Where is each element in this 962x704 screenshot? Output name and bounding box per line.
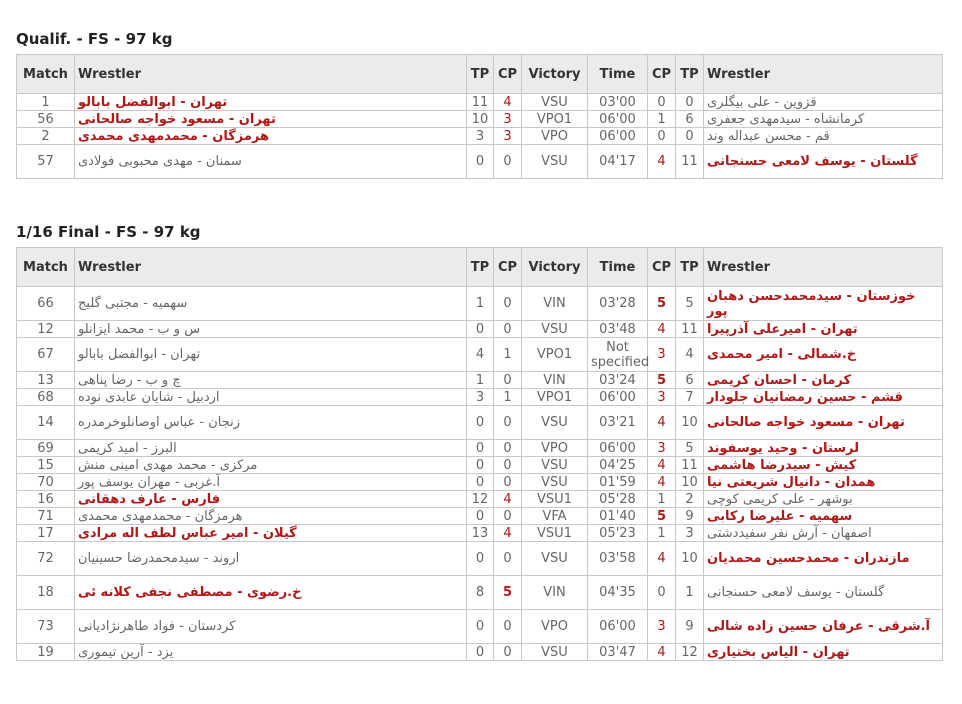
match-time: 01'40 <box>588 508 648 525</box>
cp-left: 3 <box>494 111 522 128</box>
section-qualification <box>16 28 943 179</box>
cp-left: 4 <box>494 525 522 542</box>
table-row <box>17 389 943 406</box>
table-row <box>17 491 943 508</box>
match-time: 05'28 <box>588 491 648 508</box>
tp-right: 10 <box>676 406 704 440</box>
wrestler-right: تهران - مسعود خواجه صالحانی <box>704 406 943 440</box>
wrestler-left: یزد - آرین تیموری <box>75 644 467 661</box>
cp-left: 1 <box>494 389 522 406</box>
match-time: 06'00 <box>588 111 648 128</box>
header-tp-left: TP <box>467 55 494 94</box>
tp-right: 11 <box>676 145 704 179</box>
wrestler-left: سهمیه - مجتبی گلیج <box>75 287 467 321</box>
header-cp-right: CP <box>648 55 676 94</box>
tp-left: 3 <box>467 389 494 406</box>
wrestler-right: همدان - دانیال شریعتی نیا <box>704 474 943 491</box>
tp-left: 12 <box>467 491 494 508</box>
cp-right: 3 <box>648 389 676 406</box>
wrestler-left: مرکزی - محمد مهدی امینی منش <box>75 457 467 474</box>
wrestler-left: اردبیل - شایان عابدی نوده <box>75 389 467 406</box>
cp-right: 0 <box>648 576 676 610</box>
match-number: 70 <box>17 474 75 491</box>
wrestler-right: آ.شرقی - عرفان حسین زاده شالی <box>704 610 943 644</box>
tp-right: 12 <box>676 644 704 661</box>
cp-right: 1 <box>648 491 676 508</box>
tp-left: 8 <box>467 576 494 610</box>
wrestler-left: کردستان - فواد طاهرنژادیانی <box>75 610 467 644</box>
header-tp-left: TP <box>467 248 494 287</box>
victory-type: VIN <box>522 372 588 389</box>
victory-type: VIN <box>522 576 588 610</box>
cp-right: 3 <box>648 338 676 372</box>
match-number: 73 <box>17 610 75 644</box>
match-time: 06'00 <box>588 128 648 145</box>
match-number: 69 <box>17 440 75 457</box>
header-wrestler-right: Wrestler <box>704 248 943 287</box>
tp-right: 2 <box>676 491 704 508</box>
match-number: 16 <box>17 491 75 508</box>
results-table <box>16 54 943 179</box>
wrestler-left: تهران - مسعود خواجه صالحانی <box>75 111 467 128</box>
cp-left: 0 <box>494 287 522 321</box>
tp-left: 0 <box>467 542 494 576</box>
section-title: Qualif. - FS - 97 kg <box>16 30 173 48</box>
cp-left: 0 <box>494 457 522 474</box>
cp-right: 3 <box>648 440 676 457</box>
victory-type: VSU <box>522 145 588 179</box>
section-1-16-final <box>16 221 943 661</box>
table-row <box>17 457 943 474</box>
tp-left: 0 <box>467 321 494 338</box>
victory-type: VIN <box>522 287 588 321</box>
match-number: 18 <box>17 576 75 610</box>
tp-right: 11 <box>676 457 704 474</box>
wrestler-left: تهران - ابوالفضل بابالو <box>75 94 467 111</box>
cp-left: 0 <box>494 508 522 525</box>
header-victory: Victory <box>522 248 588 287</box>
table-row <box>17 440 943 457</box>
cp-right: 1 <box>648 525 676 542</box>
table-row <box>17 111 943 128</box>
match-time: 04'17 <box>588 145 648 179</box>
victory-type: VSU <box>522 94 588 111</box>
wrestler-left: س و ب - محمد ایزانلو <box>75 321 467 338</box>
table-row <box>17 610 943 644</box>
table-row <box>17 644 943 661</box>
cp-left: 0 <box>494 321 522 338</box>
match-number: 71 <box>17 508 75 525</box>
table-row <box>17 338 943 372</box>
cp-left: 4 <box>494 94 522 111</box>
table-row <box>17 525 943 542</box>
wrestler-right: گلستان - یوسف لامعی حسنجانی <box>704 576 943 610</box>
header-wrestler-left: Wrestler <box>75 248 467 287</box>
cp-right: 4 <box>648 542 676 576</box>
table-row <box>17 94 943 111</box>
match-number: 13 <box>17 372 75 389</box>
wrestler-right: اصفهان - آرش نفر سفیددشتی <box>704 525 943 542</box>
victory-type: VSU <box>522 644 588 661</box>
wrestler-right: مازندران - محمدحسین محمدیان <box>704 542 943 576</box>
match-time: 04'35 <box>588 576 648 610</box>
cp-left: 0 <box>494 644 522 661</box>
cp-left: 0 <box>494 372 522 389</box>
victory-type: VPO <box>522 440 588 457</box>
match-time: 03'28 <box>588 287 648 321</box>
cp-right: 5 <box>648 287 676 321</box>
match-number: 66 <box>17 287 75 321</box>
wrestler-right: تهران - امیرعلی آذرپیرا <box>704 321 943 338</box>
header-tp-right: TP <box>676 248 704 287</box>
tp-right: 11 <box>676 321 704 338</box>
table-row <box>17 372 943 389</box>
victory-type: VSU1 <box>522 491 588 508</box>
wrestler-left: هرمزگان - محمدمهدی محمدی <box>75 128 467 145</box>
cp-right: 0 <box>648 128 676 145</box>
tp-right: 9 <box>676 610 704 644</box>
wrestler-right: قشم - حسین رمضانیان جلودار <box>704 389 943 406</box>
cp-right: 5 <box>648 372 676 389</box>
tp-right: 10 <box>676 474 704 491</box>
victory-type: VPO1 <box>522 338 588 372</box>
cp-right: 3 <box>648 610 676 644</box>
tp-left: 1 <box>467 372 494 389</box>
wrestler-left: زنجان - عباس اوصانلوخرمدره <box>75 406 467 440</box>
tp-left: 0 <box>467 474 494 491</box>
match-number: 12 <box>17 321 75 338</box>
wrestler-right: کرمانشاه - سیدمهدی جعفری <box>704 111 943 128</box>
tp-left: 0 <box>467 440 494 457</box>
match-number: 17 <box>17 525 75 542</box>
cp-right: 4 <box>648 406 676 440</box>
table-row <box>17 145 943 179</box>
wrestler-right: لرستان - وحید یوسفوند <box>704 440 943 457</box>
wrestler-right: قم - محسن عبداله وند <box>704 128 943 145</box>
wrestler-right: کرمان - احسان کریمی <box>704 372 943 389</box>
match-time: 01'59 <box>588 474 648 491</box>
wrestler-right: بوشهر - علی کریمی کوچی <box>704 491 943 508</box>
victory-type: VSU <box>522 406 588 440</box>
wrestler-left: تهران - ابوالفضل بابالو <box>75 338 467 372</box>
match-number: 67 <box>17 338 75 372</box>
cp-right: 4 <box>648 644 676 661</box>
match-number: 19 <box>17 644 75 661</box>
match-time: 06'00 <box>588 389 648 406</box>
tp-left: 13 <box>467 525 494 542</box>
cp-left: 0 <box>494 474 522 491</box>
table-row <box>17 542 943 576</box>
tp-left: 3 <box>467 128 494 145</box>
tp-right: 5 <box>676 440 704 457</box>
header-time: Time <box>588 55 648 94</box>
match-time: 06'00 <box>588 610 648 644</box>
table-row <box>17 287 943 321</box>
victory-type: VPO1 <box>522 389 588 406</box>
cp-left: 4 <box>494 491 522 508</box>
wrestler-left: آ.غربی - مهران یوسف پور <box>75 474 467 491</box>
table-row <box>17 508 943 525</box>
wrestler-left: هرمزگان - محمدمهدی محمدی <box>75 508 467 525</box>
tp-right: 3 <box>676 525 704 542</box>
tp-left: 10 <box>467 111 494 128</box>
wrestler-right: سهمیه - علیرضا رکابی <box>704 508 943 525</box>
tp-left: 11 <box>467 94 494 111</box>
victory-type: VSU <box>522 542 588 576</box>
match-number: 2 <box>17 128 75 145</box>
tp-left: 0 <box>467 145 494 179</box>
header-cp-left: CP <box>494 55 522 94</box>
header-tp-right: TP <box>676 55 704 94</box>
wrestler-left: خ.رضوی - مصطفی نجفی کلانه ئی <box>75 576 467 610</box>
header-time: Time <box>588 248 648 287</box>
header-match: Match <box>17 55 75 94</box>
header-cp-left: CP <box>494 248 522 287</box>
match-number: 68 <box>17 389 75 406</box>
match-number: 1 <box>17 94 75 111</box>
cp-right: 4 <box>648 457 676 474</box>
tp-right: 6 <box>676 372 704 389</box>
tp-left: 0 <box>467 457 494 474</box>
tp-right: 0 <box>676 94 704 111</box>
wrestler-left: البرز - امید کریمی <box>75 440 467 457</box>
tp-left: 1 <box>467 287 494 321</box>
match-number: 57 <box>17 145 75 179</box>
victory-type: VPO <box>522 610 588 644</box>
tp-right: 10 <box>676 542 704 576</box>
table-row <box>17 474 943 491</box>
wrestler-right: کیش - سیدرضا هاشمی <box>704 457 943 474</box>
table-row <box>17 128 943 145</box>
wrestler-right: خ.شمالی - امیر محمدی <box>704 338 943 372</box>
tp-left: 0 <box>467 610 494 644</box>
match-time: 03'00 <box>588 94 648 111</box>
tp-right: 0 <box>676 128 704 145</box>
cp-right: 5 <box>648 508 676 525</box>
cp-left: 0 <box>494 440 522 457</box>
match-time: 03'47 <box>588 644 648 661</box>
cp-left: 0 <box>494 542 522 576</box>
header-cp-right: CP <box>648 248 676 287</box>
header-wrestler-left: Wrestler <box>75 55 467 94</box>
wrestler-right: گلستان - یوسف لامعی حسنجانی <box>704 145 943 179</box>
table-row <box>17 406 943 440</box>
cp-right: 0 <box>648 94 676 111</box>
victory-type: VFA <box>522 508 588 525</box>
header-match: Match <box>17 248 75 287</box>
match-time: Not specified <box>588 338 648 372</box>
match-number: 15 <box>17 457 75 474</box>
cp-left: 0 <box>494 610 522 644</box>
match-time: 05'23 <box>588 525 648 542</box>
cp-left: 0 <box>494 145 522 179</box>
match-time: 03'24 <box>588 372 648 389</box>
wrestler-left: سمنان - مهدی محبوبی فولادی <box>75 145 467 179</box>
tp-right: 6 <box>676 111 704 128</box>
cp-left: 1 <box>494 338 522 372</box>
cp-right: 4 <box>648 145 676 179</box>
match-number: 72 <box>17 542 75 576</box>
wrestler-left: گیلان - امیر عباس لطف اله مرادی <box>75 525 467 542</box>
tp-left: 0 <box>467 406 494 440</box>
tp-left: 0 <box>467 508 494 525</box>
table-row <box>17 576 943 610</box>
match-time: 06'00 <box>588 440 648 457</box>
section-title: 1/16 Final - FS - 97 kg <box>16 223 201 241</box>
table-row <box>17 321 943 338</box>
header-victory: Victory <box>522 55 588 94</box>
tp-right: 4 <box>676 338 704 372</box>
wrestler-right: قزوین - علی بیگلری <box>704 94 943 111</box>
victory-type: VPO <box>522 128 588 145</box>
cp-right: 4 <box>648 321 676 338</box>
match-number: 14 <box>17 406 75 440</box>
wrestler-left: اروند - سیدمحمدرضا حسینیان <box>75 542 467 576</box>
results-table <box>16 247 943 661</box>
wrestler-right: تهران - الیاس بختیاری <box>704 644 943 661</box>
victory-type: VSU <box>522 474 588 491</box>
victory-type: VPO1 <box>522 111 588 128</box>
tp-right: 7 <box>676 389 704 406</box>
cp-right: 1 <box>648 111 676 128</box>
tp-right: 9 <box>676 508 704 525</box>
cp-left: 0 <box>494 406 522 440</box>
match-time: 03'48 <box>588 321 648 338</box>
wrestler-left: فارس - عارف دهقانی <box>75 491 467 508</box>
match-time: 04'25 <box>588 457 648 474</box>
match-time: 03'58 <box>588 542 648 576</box>
cp-left: 3 <box>494 128 522 145</box>
wrestler-left: چ و ب - رضا پناهی <box>75 372 467 389</box>
tp-right: 5 <box>676 287 704 321</box>
victory-type: VSU <box>522 321 588 338</box>
header-wrestler-right: Wrestler <box>704 55 943 94</box>
tp-right: 1 <box>676 576 704 610</box>
wrestler-right: خوزستان - سیدمحمدحسن دهبان پور <box>704 287 943 321</box>
cp-left: 5 <box>494 576 522 610</box>
victory-type: VSU <box>522 457 588 474</box>
tp-left: 0 <box>467 644 494 661</box>
cp-right: 4 <box>648 474 676 491</box>
tp-left: 4 <box>467 338 494 372</box>
victory-type: VSU1 <box>522 525 588 542</box>
match-time: 03'21 <box>588 406 648 440</box>
match-number: 56 <box>17 111 75 128</box>
